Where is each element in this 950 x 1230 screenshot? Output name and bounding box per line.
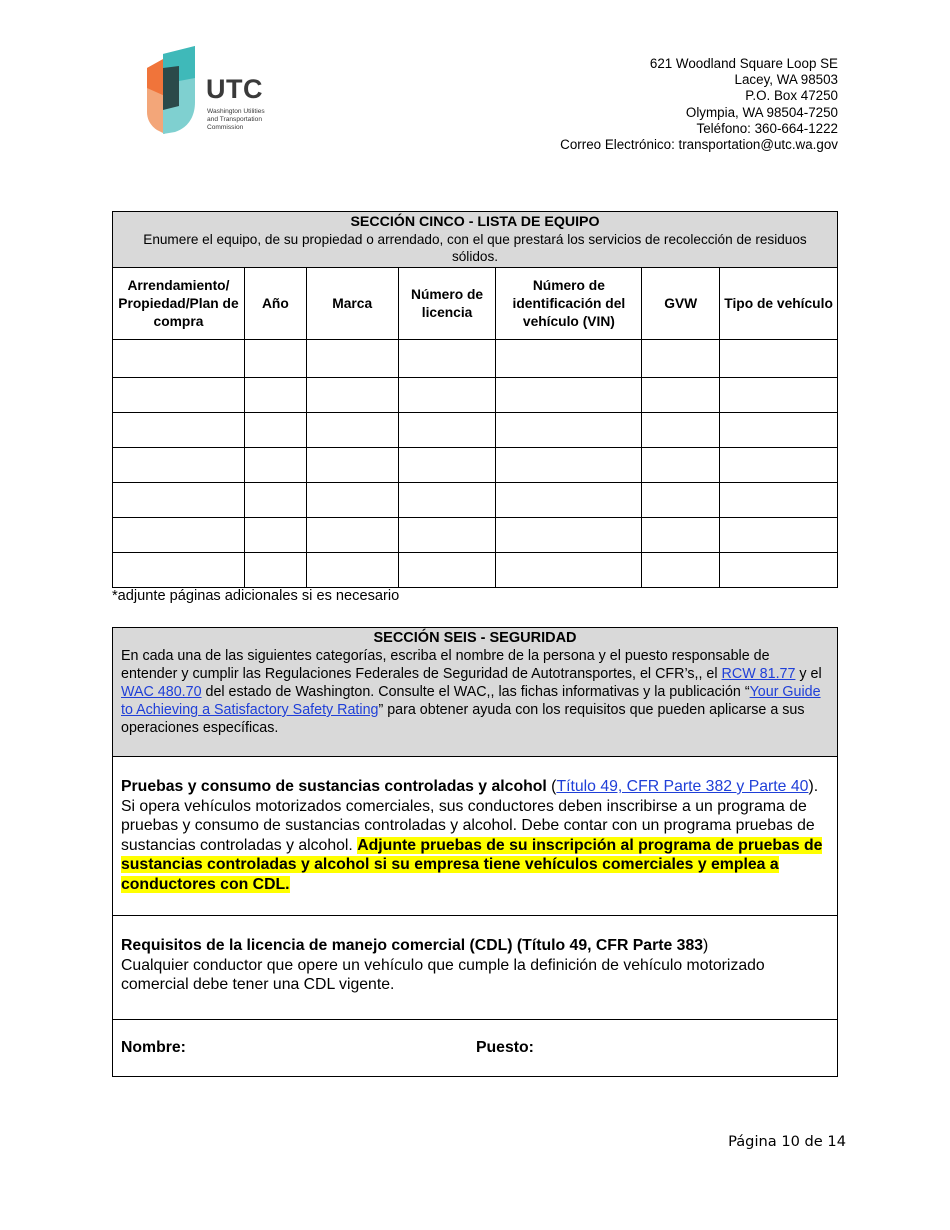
rcw-link[interactable]: RCW 81.77	[721, 666, 796, 682]
cdl-title-line	[121, 936, 829, 956]
table-cell[interactable]	[306, 340, 398, 378]
section-5-subtitle: Enumere el equipo, de su propiedad o arrendado, con el que prestará los servicios de recolección de residuos sólidos.	[143, 231, 807, 264]
table-cell[interactable]	[496, 340, 642, 378]
table-cell[interactable]	[642, 518, 720, 553]
table-row	[113, 413, 838, 448]
section-6-header	[113, 628, 838, 757]
table-cell[interactable]	[398, 413, 496, 448]
table-cell[interactable]	[113, 518, 245, 553]
table-cell[interactable]	[113, 448, 245, 483]
table-cell[interactable]	[720, 553, 838, 588]
table-cell[interactable]	[642, 340, 720, 378]
table-cell[interactable]	[720, 378, 838, 413]
column-header-lease: Arrendamiento/ Propiedad/Plan de compra	[113, 268, 245, 340]
table-cell[interactable]	[113, 553, 245, 588]
table-cell[interactable]	[720, 448, 838, 483]
column-header-license: Número de licencia	[398, 268, 496, 340]
table-cell[interactable]	[113, 378, 245, 413]
table-cell[interactable]	[398, 448, 496, 483]
table-cell[interactable]	[642, 553, 720, 588]
table-cell[interactable]	[113, 483, 245, 518]
intro-text: ” para obtener ayuda con los requisitos que pueden aplicarse a sus operaciones específicas.	[121, 702, 805, 736]
table-cell[interactable]	[244, 483, 306, 518]
equipment-header-row	[113, 268, 838, 340]
drug-alcohol-title: Pruebas y consumo de sustancias controladas y alcohol	[121, 778, 547, 795]
equipment-table	[112, 211, 838, 588]
table-cell[interactable]	[244, 378, 306, 413]
table-row	[113, 553, 838, 588]
cdl-body: Cualquier conductor que opere un vehículo que cumple la definición de vehículo motorizado comercial debe tener una CDL vigente.	[121, 956, 765, 994]
table-cell[interactable]	[720, 483, 838, 518]
drug-alcohol-text	[121, 777, 829, 895]
table-cell[interactable]	[244, 340, 306, 378]
column-header-type: Tipo de vehículo	[720, 268, 838, 340]
table-cell[interactable]	[496, 518, 642, 553]
wac-link[interactable]: WAC 480.70	[121, 684, 202, 700]
table-cell[interactable]	[720, 340, 838, 378]
drug-alcohol-highlight: Adjunte pruebas de su inscripción al programa de pruebas de sustancias controladas y alcohol si su empresa tiene vehículos comerciales y emplea a conductores con CDL.	[121, 836, 823, 893]
section-5-title: SECCIÓN CINCO - LISTA DE EQUIPO	[350, 213, 600, 230]
table-cell[interactable]	[720, 413, 838, 448]
column-header-year: Año	[244, 268, 306, 340]
table-cell[interactable]	[496, 378, 642, 413]
logo-subtitle: Washington Utilities and Transportation Commission	[207, 108, 265, 131]
cdl-title: Requisitos de la licencia de manejo comercial (CDL) (Título 49, CFR Parte 383	[121, 937, 704, 954]
safety-guide-link[interactable]: Your Guide to Achieving a Satisfactory Safety Rating	[121, 684, 821, 718]
name-position-row	[113, 1020, 838, 1077]
table-cell[interactable]	[642, 378, 720, 413]
position-label: Puesto:	[476, 1039, 534, 1056]
table-cell[interactable]	[398, 553, 496, 588]
address-block	[560, 56, 838, 153]
phone-line: Teléfono: 360-664-1222	[696, 120, 838, 136]
table-row	[113, 448, 838, 483]
address-line: P.O. Box 47250	[745, 88, 838, 104]
table-cell[interactable]	[244, 413, 306, 448]
table-cell[interactable]	[642, 483, 720, 518]
drug-alcohol-section	[113, 757, 838, 916]
email-line: Correo Electrónico: transportation@utc.wa.gov	[560, 137, 838, 153]
address-line: Olympia, WA 98504-7250	[685, 104, 838, 120]
column-header-vin: Número de identificación del vehículo (VIN)	[496, 268, 642, 340]
table-cell[interactable]	[306, 518, 398, 553]
table-cell[interactable]	[306, 413, 398, 448]
table-cell[interactable]	[642, 413, 720, 448]
table-cell[interactable]	[398, 378, 496, 413]
table-cell[interactable]	[306, 553, 398, 588]
table-row	[113, 378, 838, 413]
column-header-gvw: GVW	[642, 268, 720, 340]
table-cell[interactable]	[244, 518, 306, 553]
table-cell[interactable]	[496, 413, 642, 448]
drug-alcohol-body: ). Si opera vehículos motorizados comerciales, sus conductores deben inscribirse a un programa de pruebas y consumo de sustancias controladas y alcohol. Debe contar con un programa pruebas de sustancias controladas y alcohol.	[121, 778, 819, 854]
table-cell[interactable]	[398, 483, 496, 518]
cdl-section	[113, 916, 838, 1020]
page-number: Página 10 de 14	[728, 1133, 846, 1150]
table-cell[interactable]	[113, 340, 245, 378]
table-cell[interactable]	[398, 518, 496, 553]
table-row	[113, 340, 838, 378]
table-cell[interactable]	[720, 518, 838, 553]
section-5-header	[113, 212, 838, 268]
table-cell[interactable]	[496, 483, 642, 518]
address-line: Lacey, WA 98503	[734, 72, 838, 88]
table-cell[interactable]	[113, 413, 245, 448]
table-row	[113, 483, 838, 518]
intro-text: del estado de Washington. Consulte el WAC,, las fichas informativas y la publicación “	[201, 684, 750, 700]
table-cell[interactable]	[496, 553, 642, 588]
table-row	[113, 518, 838, 553]
utc-logo	[143, 44, 283, 136]
safety-table	[112, 627, 838, 1077]
column-header-make: Marca	[306, 268, 398, 340]
utc-logo-mark-icon	[143, 44, 205, 136]
cfr-382-link[interactable]: Título 49, CFR Parte 382 y Parte 40	[556, 778, 809, 795]
table-cell[interactable]	[244, 553, 306, 588]
address-line: 621 Woodland Square Loop SE	[649, 56, 838, 71]
table-cell[interactable]	[496, 448, 642, 483]
intro-text: y el	[795, 666, 822, 682]
table-cell[interactable]	[642, 448, 720, 483]
section-6-title: SECCIÓN SEIS - SEGURIDAD	[373, 630, 577, 646]
paren: )	[703, 937, 709, 954]
table-cell[interactable]	[306, 483, 398, 518]
table-cell[interactable]	[398, 340, 496, 378]
paren: (	[546, 778, 557, 795]
additional-pages-note: *adjunte páginas adicionales si es necesario	[112, 588, 400, 604]
section-6-intro	[121, 647, 829, 737]
table-cell[interactable]	[244, 448, 306, 483]
name-label: Nombre:	[121, 1039, 186, 1056]
table-cell[interactable]	[306, 378, 398, 413]
table-cell[interactable]	[306, 448, 398, 483]
logo-wordmark: UTC	[206, 74, 263, 104]
intro-text: En cada una de las siguientes categorías, escriba el nombre de la persona y el puesto responsable de entender y cumplir las Regulaciones Federales de Seguridad de Autotransportes, el CFR’s,, el	[121, 648, 770, 682]
